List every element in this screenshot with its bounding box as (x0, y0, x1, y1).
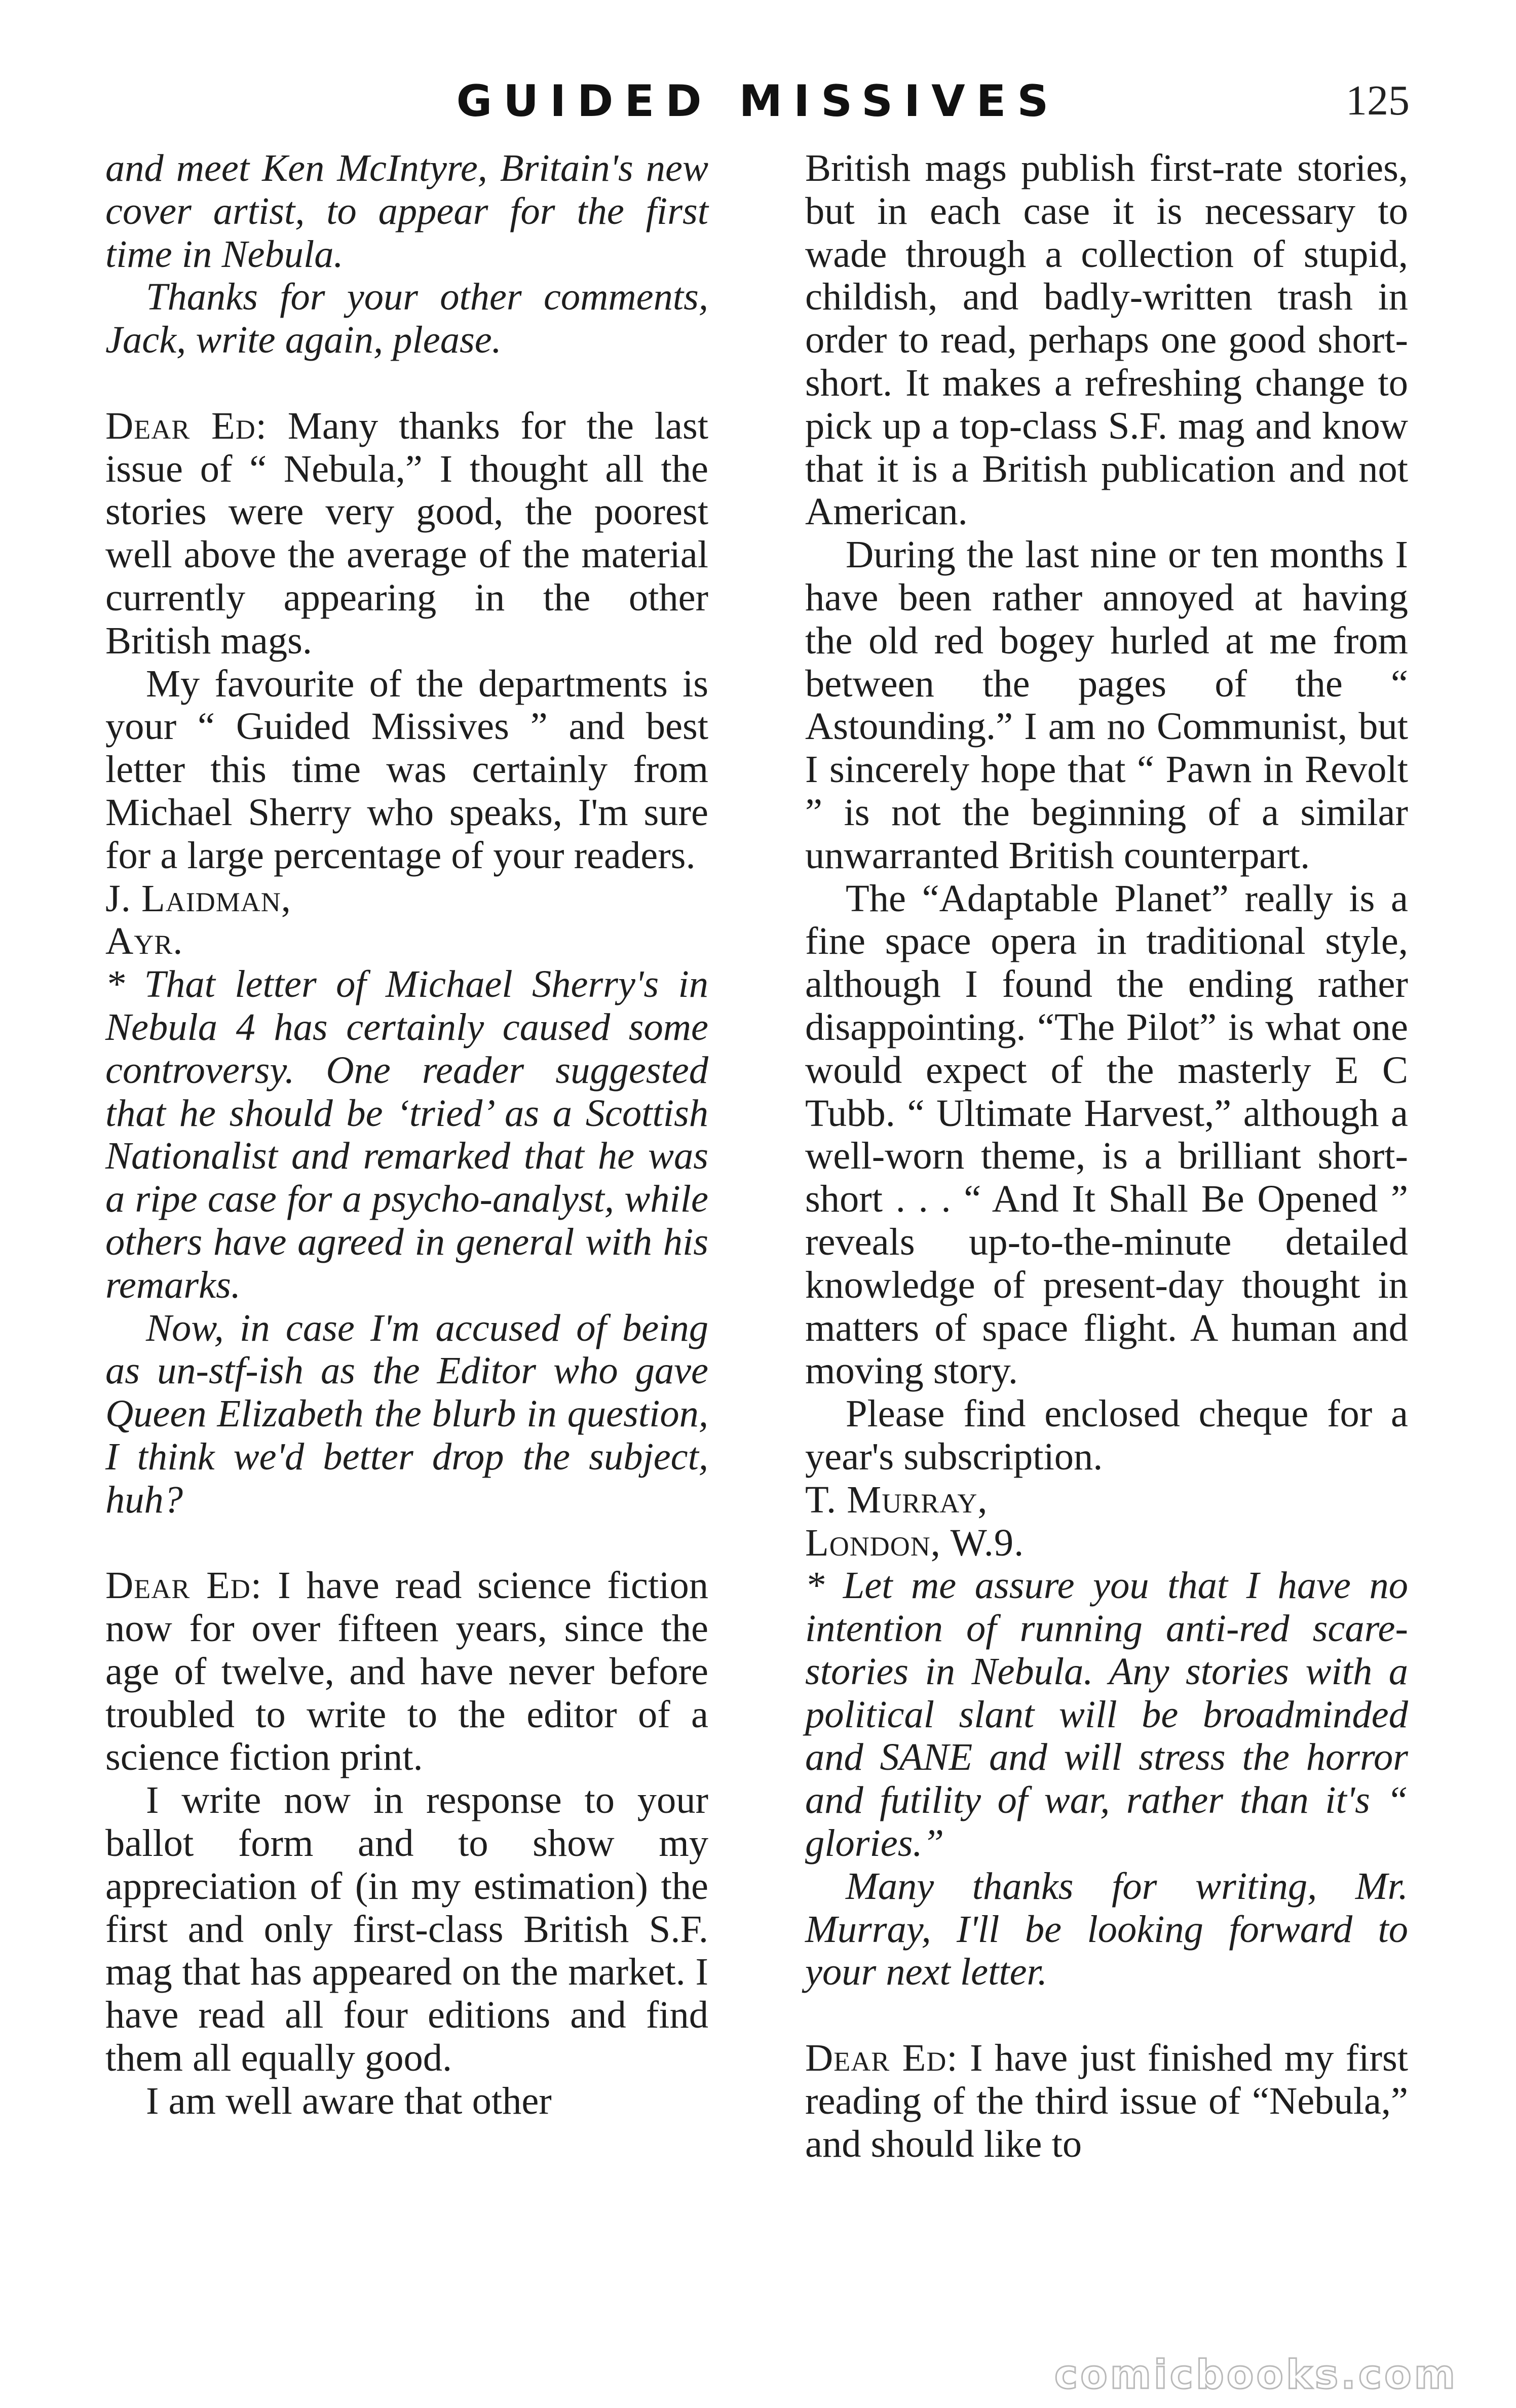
letter-laidman-paragraph (105, 405, 708, 663)
letter-signature (105, 877, 708, 963)
page-number: 125 (1346, 77, 1410, 124)
left-column (105, 147, 708, 2123)
letter-paragraph: Please find enclosed cheque for a year's subscription. (805, 1392, 1408, 1478)
letter-new-paragraph (805, 2037, 1408, 2165)
letter-paragraph: The “Adaptable Planet” really is a fine space opera in traditional style, although I found the ending rather disappointing. “The Pilot” is what one would expect of the masterly E C Tubb. “ Ultimate Harvest,” although a well-worn theme, is a brilliant short-short . . . “ And It Shall Be Opened ” reveals up-to-the-minute detailed knowledge of present-day thought in matters of space flight. A human and moving story. (805, 876, 1408, 1392)
signature-place: Ayr. (105, 919, 183, 963)
letter-paragraph: During the last nine or ten months I have been rather annoyed at having the old red bogey hurled at me from between the pages of the “ Astounding.” I am no Communist, but I sincerely hope that “ Pawn in Revolt ” is not the beginning of a similar unwarranted British counterpart. (805, 533, 1408, 877)
editor-reply-closing: Thanks for your other comments, Jack, write again, please. (105, 275, 708, 362)
editor-reply-paragraph-2: Many thanks for writing, Mr. Murray, I'll be looking forward to your next letter. (805, 1864, 1408, 1994)
page-title: GUIDED MISSIVES (456, 76, 1060, 127)
letter-text: I have just finished my first reading of the third issue of “Nebula,” and should like to (805, 2036, 1409, 2165)
right-column (805, 147, 1408, 2165)
signature-name: T. Murray, (805, 1478, 988, 1521)
page-header (0, 71, 1516, 127)
letter-salutation: Dear Ed: (805, 2036, 958, 2080)
letter-laidman-paragraph-2: My favourite of the departments is your “ Guided Missives ” and best letter this time was certainly from Michael Sherry who speaks, I'm sure for a large percentage of your readers. (105, 662, 708, 877)
letter-text: I have read science fiction now for over fifteen years, since the age of twelve, and have never before troubled to write to the editor of a science fiction print. (105, 1564, 708, 1779)
watermark-logo: comicbooks.com (1054, 2352, 1458, 2398)
letter-salutation: Dear Ed: (105, 1564, 262, 1607)
signature-place: London, W.9. (805, 1521, 1025, 1564)
letter-murray-paragraph (105, 1564, 708, 1779)
signature-name: J. Laidman, (105, 876, 291, 920)
editor-reply-paragraph: * That letter of Michael Sherry's in Nebula 4 has certainly caused some controversy. One reader suggested that he should be ‘tried’ as a Scottish Nationalist and remarked that he was a ripe case for a psycho-analyst, while others have agreed in general with his remarks. (105, 962, 708, 1306)
letter-text: Many thanks for the last issue of “ Nebula,” I thought all the stories were very good, the poorest well above the average of the material currently appearing in the other British mags. (105, 404, 708, 662)
letter-murray-paragraph-2: I write now in response to your ballot form and to show my appreciation of (in my estimation) the first and only first-class British S.F. mag that has appeared on the market. I have read all four editions and find them all equally good. (105, 1778, 708, 2080)
editor-reply-paragraph-2: Now, in case I'm accused of being as un-stf-ish as the Editor who gave Queen Elizabeth the blurb in question, I think we'd better drop the subject, huh? (105, 1306, 708, 1521)
letter-continuation: British mags publish first-rate stories, but in each case it is necessary to wade through a collection of stupid, childish, and badly-written trash in order to read, perhaps one good short-short. It makes a refreshing change to pick up a top-class S.F. mag and know that it is a British publication and not American. (805, 146, 1408, 533)
letter-salutation: Dear Ed: (105, 404, 268, 447)
letter-murray-paragraph-3: I am well aware that other (146, 2079, 552, 2122)
letter-signature (805, 1479, 1408, 1565)
editor-reply-continuation: and meet Ken McIntyre, Britain's new cover artist, to appear for the first time in Nebula. (105, 146, 708, 276)
editor-reply-paragraph: * Let me assure you that I have no intention of running anti-red scare-stories in Nebula. Any stories with a political slant will be broadminded and SANE and will stress the horror and futility of war, rather than it's “ glories.” (805, 1564, 1408, 1865)
